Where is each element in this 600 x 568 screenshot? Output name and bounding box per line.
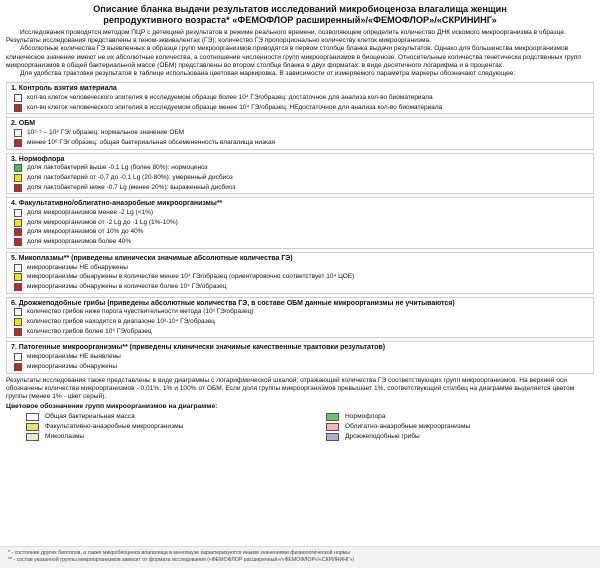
title-line-1: Описание бланка выдачи результатов исследований микробиоценоза влагалища женщин: [93, 4, 507, 14]
legend-swatch: [26, 433, 39, 441]
legend-row-text: доля микроорганизмов менее -2 Lg (<1%): [27, 209, 154, 217]
legend-swatch: [326, 413, 339, 421]
color-swatch: [14, 363, 22, 371]
legend-swatch: [26, 423, 39, 431]
footnote: ** - состав указанной группы микроорганизмов зависит от формата исследования («ФЕМОФЛОР расширенный»/«ФЕМОФЛОР»/«СКРИНИНГ»): [8, 557, 355, 563]
legend-row: [11, 237, 589, 247]
color-swatch: [14, 129, 22, 137]
legend-row: [11, 103, 589, 113]
legend-row: [11, 128, 589, 138]
legend-row: [11, 173, 589, 183]
section-facultative-anaerobes: [6, 197, 594, 248]
color-swatch: [14, 318, 22, 326]
legend-row-text: количество грибов более 10⁴ ГЭ/образец: [27, 327, 152, 335]
legend-row-text: доля лактобактерий выше -0,1 Lg (более 80%): нормоценоз: [27, 164, 208, 172]
footnotes: [0, 546, 600, 568]
section-title: 2. ОБМ: [11, 120, 36, 128]
color-swatch: [14, 139, 22, 147]
section-sample-control: [6, 82, 594, 114]
color-swatch: [14, 328, 22, 336]
section-obm: [6, 117, 594, 149]
color-swatch: [14, 353, 22, 361]
legend-row: [11, 317, 589, 327]
legend-row-text: 10⁶·⁵ – 10⁸ ГЭ/ образец: нормальное значение ОБМ: [27, 129, 185, 137]
section-title: 1. Контроль взятия материала: [11, 85, 117, 93]
diagram-legend-item: [326, 412, 600, 421]
legend-item-label: Общая бактериальная масса: [45, 413, 135, 421]
diagram-legend-title: Цветовое обозначение групп микроорганизмов на диаграмме:: [6, 403, 218, 411]
legend-row-text: микроорганизмы обнаружены в количестве более 10⁴ ГЭ/образец: [27, 282, 227, 290]
legend-row: [11, 183, 589, 193]
legend-row-text: количество грибов находится в диапазоне 10³-10⁴ ГЭ/образец: [27, 317, 215, 325]
color-swatch: [14, 283, 22, 291]
color-swatch: [14, 209, 22, 217]
legend-row: [11, 352, 589, 362]
footnote: * - состояние других биотопов, а также микробиоценоз влагалища в менопаузе характеризуются иными значениями физиологической нормы: [8, 550, 350, 556]
color-swatch: [14, 308, 22, 316]
legend-swatch: [326, 423, 339, 431]
color-swatch: [14, 273, 22, 281]
section-title: 5. Микоплазмы** (приведены клинически значимые абсолютные количества ГЭ): [11, 254, 293, 262]
title-line-2: репродуктивного возраста* «ФЕМОФЛОР расширенный»/«ФЕМОФЛОР»/«СКРИНИНГ»: [103, 15, 497, 25]
legend-row: [11, 263, 589, 273]
color-swatch: [14, 219, 22, 227]
color-swatch: [14, 164, 22, 172]
legend-row: [11, 308, 589, 318]
section-mycoplasmas: [6, 252, 594, 294]
legend-row: [11, 228, 589, 238]
legend-row-text: доля лактобактерий от -0,7 до -0,1 Lg (20-80%): умеренный дисбиоз: [27, 173, 233, 181]
diagram-description: Результаты исследования также представлены в виде диаграммы с логарифмической шкалой, отражающей количества ГЭ соответствующих групп микроорганизмов. На верхней оси обозначены количества микроорганизмов - 0,01%, 1% и 100% от ОБМ. Если доля группы микроорганизмов превышает 1%, соответствующий столбец на диаграмме выделяется цветом группы (менее 1% - цвет серый).: [6, 376, 575, 400]
color-swatch: [14, 94, 22, 102]
legend-row-text: менее 10⁶ ГЭ/ образец: общая бактериальная обсемененность влагалища низкая: [27, 138, 276, 146]
color-swatch: [14, 184, 22, 192]
legend-row-text: микроорганизмы НЕ выявлены: [27, 353, 121, 361]
legend-row-text: кол-во клеток человеческого эпителия в исследуемом образце более 10⁴ ГЭ/образец: достаточное для анализа кол-во биоматериала: [27, 94, 433, 102]
legend-swatch: [326, 433, 339, 441]
diagram-legend-item: [326, 432, 600, 441]
legend-item-label: Облигатно-анаэробные микроорганизмы: [345, 423, 471, 431]
intro-paragraph: Исследования проводятся методом ПЦР с детекцией результатов в режиме реального времени, позволяющем определить количество ДНК искомого микроорганизма в образце. Результаты исследования представлены в геном-эквивалентах (ГЭ); количество ГЭ пропорционально количеству клеток микроорганизма.: [6, 29, 566, 45]
color-swatch: [14, 238, 22, 246]
legend-row: [11, 272, 589, 282]
legend-row: [11, 93, 589, 103]
section-normoflora: [6, 153, 594, 195]
legend-item-label: Нормофлора: [345, 413, 386, 421]
legend-row: [11, 164, 589, 174]
section-title: 7. Патогенные микроорганизмы** (приведены клинически значимые качественные трактовки результатов): [11, 344, 386, 352]
diagram-legend-item: [26, 432, 326, 441]
diagram-legend-item: [326, 422, 600, 431]
intro-paragraph: Для удобства трактовки результатов в таблице использована цветовая маркировка. В зависимости от измеряемого параметра маркеры обозначают следующее:: [20, 70, 516, 78]
legend-row-text: кол-во клеток человеческого эпителия в исследуемом образце менее 10⁴ ГЭ/образец: НЕдостаточное для анализа кол-во биоматериала: [27, 103, 443, 111]
legend-row: [11, 218, 589, 228]
legend-row-text: микроорганизмы обнаружены в количестве менее 10⁴ ГЭ/образец (ориентировочно соответствует 10⁴ ЦОЕ): [27, 273, 355, 281]
legend-row-text: количество грибов ниже порога чувствительности метода (10³ ГЭ/образец): [27, 308, 254, 316]
legend-row-text: доля лактобактерий ниже -0,7 Lg (менее 20%): выраженный дисбиоз: [27, 183, 236, 191]
page-title: [6, 4, 594, 26]
color-swatch: [14, 264, 22, 272]
section-title: 6. Дрожжеподобные грибы (приведены абсолютные количества ГЭ, в составе ОБМ данные микроорганизмы не учитываются): [11, 299, 455, 307]
legend-row-text: доля микроорганизмов от 10% до 40%: [27, 228, 144, 236]
legend-row: [11, 282, 589, 292]
intro-paragraph: Абсолютные количества ГЭ выявленных в образце групп микроорганизмов приводятся в первом столбце бланка выдачи результатов. Однако для большинства микроорганизмов клиническое значение имеют не их абсолютные количества, а соотношение численности групп микроорганизмов в биоценозе. Относительные количества генетически родственных групп микроорганизмов в общей бактериальной массе (ОБМ) представлены во втором столбце бланка в двух форматах: в виде десятичного логарифма и в процентах.: [6, 45, 581, 69]
intro-text: [6, 29, 594, 78]
color-swatch: [14, 104, 22, 112]
legend-item-label: Факультативно-анаэробные микроорганизмы: [45, 423, 184, 431]
diagram-legend-item: [26, 412, 326, 421]
legend-swatch: [26, 413, 39, 421]
diagram-legend-item: [26, 422, 326, 431]
section-title: 4. Факультативно/облигатно-анаэробные микроорганизмы**: [11, 200, 223, 208]
legend-row-text: доля микроорганизмов от -2 Lg до -1 Lg (1%-10%): [27, 218, 178, 226]
legend-row: [11, 327, 589, 337]
legend-item-label: Микоплазмы: [45, 433, 85, 441]
legend-row-text: доля микроорганизмов более 40%: [27, 237, 132, 245]
legend-item-label: Дрожжеподобные грибы: [345, 433, 420, 441]
section-pathogens: [6, 341, 594, 373]
diagram-legend: [6, 412, 594, 441]
legend-row: [11, 208, 589, 218]
section-yeast-fungi: [6, 297, 594, 339]
legend-row: [11, 362, 589, 372]
legend-row-text: микроорганизмы НЕ обнаружены: [27, 263, 128, 271]
legend-row-text: микроорганизмы обнаружены: [27, 362, 118, 370]
color-swatch: [14, 228, 22, 236]
legend-row: [11, 138, 589, 148]
section-title: 3. Нормофлора: [11, 155, 65, 163]
color-swatch: [14, 174, 22, 182]
